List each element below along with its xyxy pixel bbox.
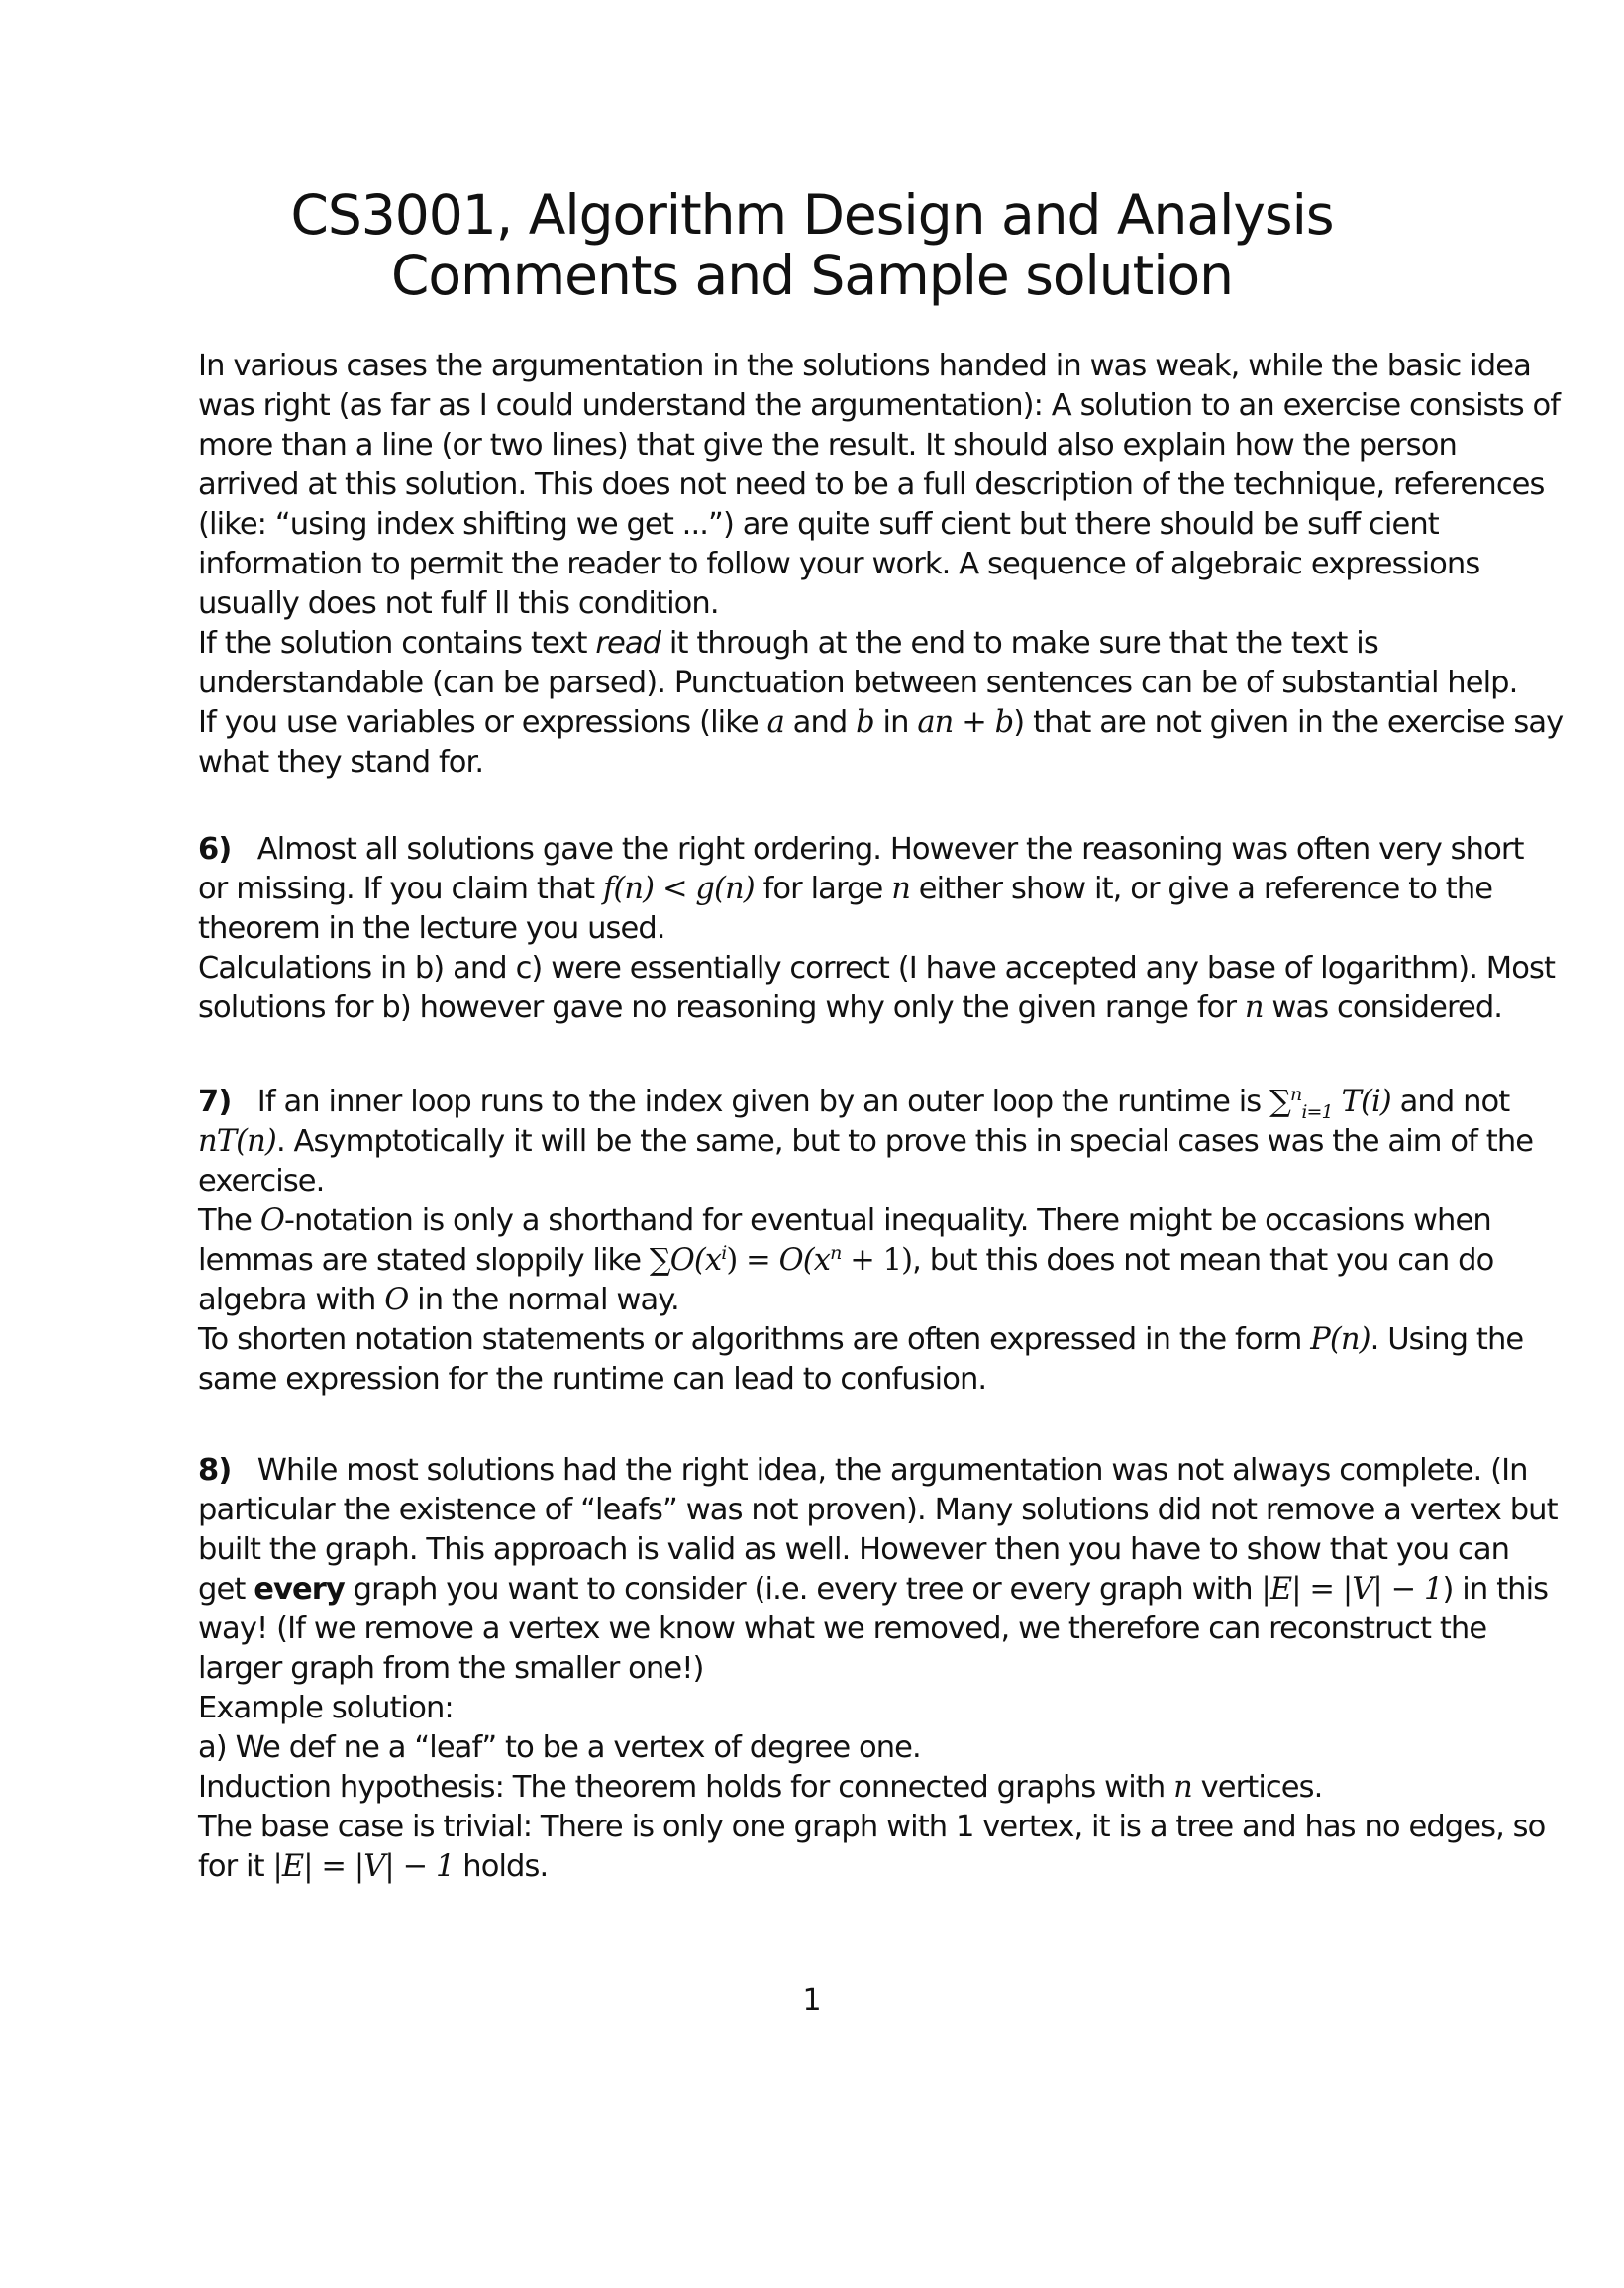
text-line: larger graph from the smaller one!) <box>198 1651 704 1686</box>
text-line: In various cases the argumentation in the solutions handed in was weak, while the basic idea <box>198 349 1531 383</box>
text-line: usually does not fulf ll this condition. <box>198 586 719 621</box>
text-span: Induction hypothesis: The theorem holds for connected graphs with <box>198 1770 1174 1805</box>
text-line: built the graph. This approach is valid as well. However then you have to show that you can <box>198 1532 1510 1567</box>
text-line <box>198 1570 1549 1610</box>
text-span: Almost all solutions gave the right ordering. However the reasoning was often very short <box>256 832 1524 867</box>
text-line <box>198 624 1485 664</box>
text-span: If an inner loop runs to the index given by an outer loop the runtime is <box>256 1085 1270 1119</box>
section-number: 8) <box>198 1453 232 1488</box>
text-line: The base case is trivial: There is only one graph with 1 vertex, it is a tree and has no edges, so <box>198 1810 1546 1844</box>
text-span: . Using the <box>1370 1322 1524 1357</box>
page-number: 1 <box>802 1983 822 2018</box>
text-span: or missing. If you claim that <box>198 872 604 906</box>
text-line: information to permit the reader to follow your work. A sequence of algebraic expressions <box>198 547 1480 581</box>
text-span: To shorten notation statements or algorithms are often expressed in the form <box>198 1322 1311 1357</box>
text-span: If the solution contains text <box>198 626 596 661</box>
text-span: lemmas are stated sloppily like <box>198 1243 650 1278</box>
math-variable: a <box>766 705 784 740</box>
math-expression: |E| = |V| − 1 <box>1261 1572 1443 1607</box>
emphasis-every: every <box>254 1572 345 1607</box>
math-variable: O <box>259 1203 284 1238</box>
text-span: vertices. <box>1191 1770 1323 1805</box>
emphasis-read: read <box>595 626 661 661</box>
text-line: (like: “using index shifting we get ...”) are quite suff cient but there should be suff cient <box>198 507 1439 542</box>
document-title-line-2: Comments and Sample solution <box>390 244 1234 307</box>
text-span: and not <box>1390 1085 1510 1119</box>
text-span: for it <box>198 1849 273 1884</box>
math-expression: T(i) <box>1341 1085 1391 1119</box>
text-line <box>198 1122 1534 1162</box>
math-expression: ) = <box>726 1243 779 1278</box>
math-expression: + 1) <box>841 1243 913 1278</box>
math-variable: n <box>891 872 910 906</box>
text-line: was right (as far as I could understand the argumentation): A solution to an exercise consists of <box>198 388 1561 423</box>
math-variable: n <box>1173 1770 1192 1805</box>
text-span: ) that are not given in the exercise say <box>1013 705 1564 740</box>
sum-symbol: ∑ <box>1269 1085 1290 1119</box>
text-line: understandable (can be parsed). Punctuation between sentences can be of substantial help. <box>198 666 1518 700</box>
math-variable: O <box>384 1283 409 1317</box>
text-span: in <box>873 705 918 740</box>
math-expression: nT(n) <box>198 1124 276 1159</box>
text-line: same expression for the runtime can lead to confusion. <box>198 1362 987 1397</box>
text-line: particular the existence of “leafs” was not proven). Many solutions did not remove a vertex but <box>198 1493 1558 1527</box>
math-expression: (x <box>802 1243 831 1278</box>
text-span: -notation is only a shorthand for eventual inequality. There might be occasions when <box>283 1203 1491 1238</box>
text-span: graph you want to consider (i.e. every tree or every graph with <box>344 1572 1262 1607</box>
section-number: 7) <box>198 1085 232 1119</box>
text-span: . Asymptotically it will be the same, but to prove this in special cases was the aim of the <box>275 1124 1534 1159</box>
text-line <box>198 1320 1524 1360</box>
text-line: Calculations in b) and c) were essentially correct (I have accepted any base of logarithm). Most <box>198 951 1556 986</box>
text-span: in the normal way. <box>408 1283 679 1317</box>
math-expression: (x <box>693 1243 722 1278</box>
text-span: it through at the end to make sure that the text is <box>660 626 1378 661</box>
text-line: theorem in the lecture you used. <box>198 911 665 946</box>
math-expression: P(n) <box>1310 1322 1370 1357</box>
section-number: 6) <box>198 832 232 867</box>
math-variable: O <box>669 1243 694 1278</box>
text-line <box>198 1847 1485 1887</box>
text-span: either show it, or give a reference to the <box>909 872 1493 906</box>
text-line: Example solution: <box>198 1691 454 1725</box>
math-expression: f(n) < g(n) <box>603 872 755 906</box>
text-line: more than a line (or two lines) that give the result. It should also explain how the person <box>198 428 1457 463</box>
text-line: way! (If we remove a vertex we know what we removed, we therefore can reconstruct the <box>198 1612 1487 1646</box>
text-line <box>198 988 1503 1028</box>
text-span: holds. <box>454 1849 549 1884</box>
section-8 <box>198 1451 1558 1887</box>
text-line: what they stand for. <box>198 745 484 780</box>
text-span: ) in this <box>1442 1572 1549 1607</box>
document-title-line-1: CS3001, Algorithm Design and Analysis <box>290 183 1334 247</box>
text-span: , but this does not mean that you can do <box>912 1243 1494 1278</box>
text-line <box>198 703 1564 743</box>
text-line <box>198 870 1493 909</box>
sum-symbol: ∑ <box>649 1243 670 1278</box>
text-line <box>198 1241 1494 1281</box>
math-variable: n <box>1244 990 1264 1025</box>
text-span: algebra with <box>198 1283 385 1317</box>
text-line <box>198 1451 1528 1491</box>
text-line: a) We def ne a “leaf” to be a vertex of degree one. <box>198 1730 921 1765</box>
intro-paragraph <box>198 347 1564 782</box>
math-expression: an + b <box>917 705 1014 740</box>
text-span: If you use variables or expressions (like <box>198 705 767 740</box>
text-line <box>198 1083 1510 1124</box>
text-line <box>198 1768 1485 1808</box>
sum-lower-bound: i=1 <box>1301 1101 1333 1124</box>
section-6 <box>198 830 1556 1028</box>
text-span: was considered. <box>1263 990 1503 1025</box>
text-span: The <box>198 1203 260 1238</box>
text-span: and <box>783 705 857 740</box>
text-span: for large <box>754 872 892 906</box>
text-span: While most solutions had the right idea, the argumentation was not always complete. (In <box>256 1453 1528 1488</box>
math-variable: O <box>778 1243 803 1278</box>
text-line <box>198 830 1524 870</box>
math-variable: b <box>856 705 874 740</box>
section-7 <box>198 1083 1534 1400</box>
math-exponent: n <box>830 1241 842 1264</box>
math-expression: |E| = |V| − 1 <box>272 1849 455 1884</box>
text-span: solutions for b) however gave no reasoning why only the given range for <box>198 990 1245 1025</box>
text-line <box>198 1281 1485 1320</box>
text-span: get <box>198 1572 254 1607</box>
text-line: exercise. <box>198 1164 325 1198</box>
text-line <box>198 1201 1491 1241</box>
text-line: arrived at this solution. This does not need to be a full description of the technique, references <box>198 468 1545 502</box>
math-exponent: i <box>721 1241 727 1264</box>
sum-upper-bound: n <box>1289 1083 1302 1105</box>
